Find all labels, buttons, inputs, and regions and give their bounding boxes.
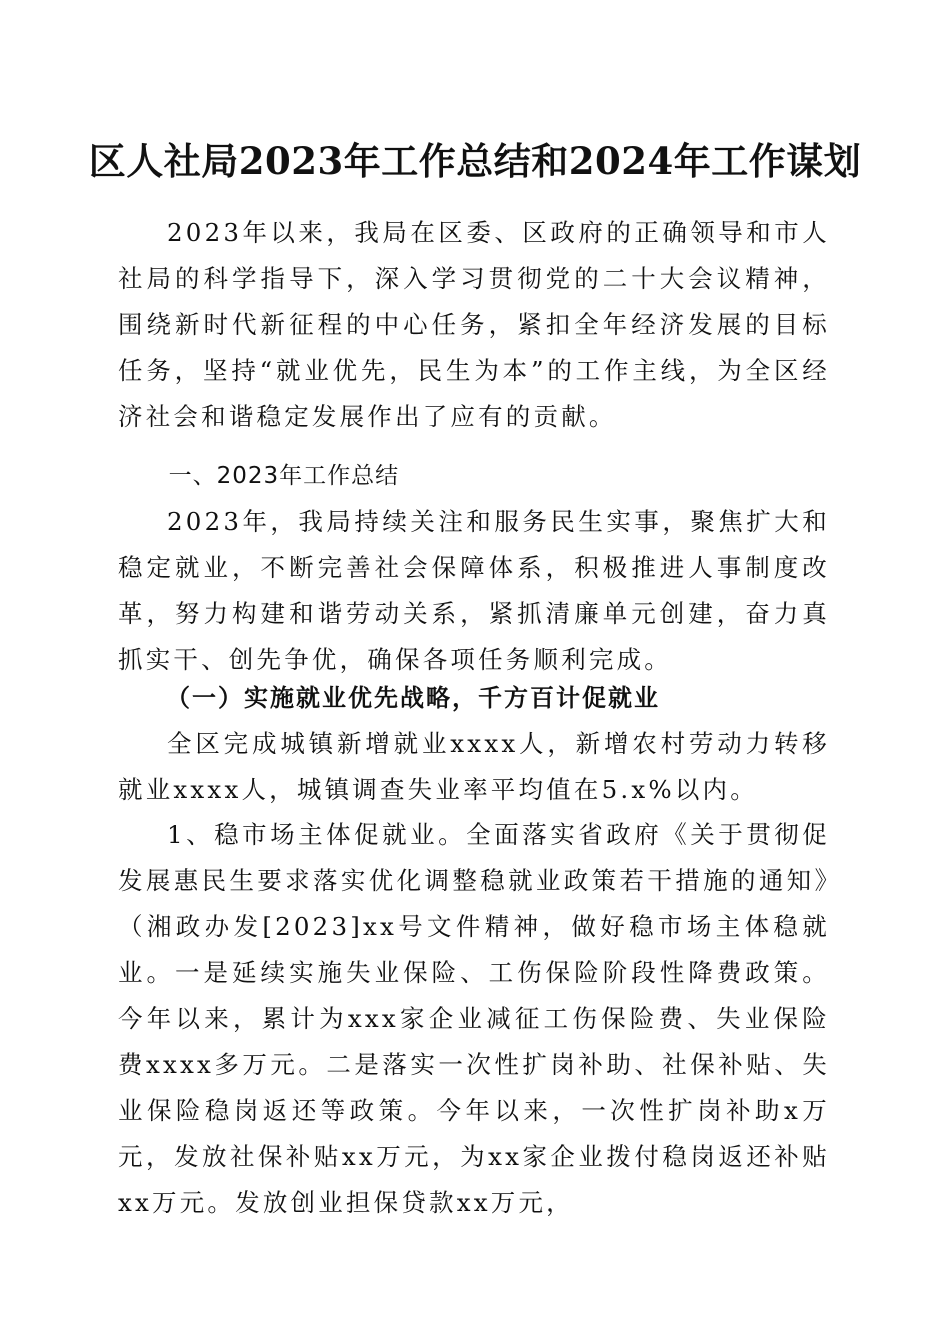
list-item-stabilize-market: 1、稳市场主体促就业。全面落实省政府《关于贯彻促发展惠民生要求落实优化调整稳就业政策若干措施的通知》（湘政办发[2023]xx号文件精神，做好稳市场主体稳就业。一是延续实施失业保险、工伤保险阶段性降费政策。今年以来，累计为xxx家企业减征工伤保险费、失业保险费xxxx多万元。二是落实一次性扩岗补助、社保补贴、失业保险稳岗返还等政策。今年以来，一次性扩岗补助x万元，发放社保补贴xx万元，为xx家企业拨付稳岗返还补贴xx万元。发放创业担保贷款xx万元， [118,820,830,1217]
section-summary-paragraph: 2023年，我局持续关注和服务民生实事，聚焦扩大和稳定就业，不断完善社会保障体系，积极推进人事制度改革，努力构建和谐劳动关系，紧抓清廉单元创建，奋力真抓实干、创先争优，确保各项任务顺利完成。 [118,507,830,674]
section-heading: 一、2023年工作总结 [168,463,400,489]
document-title: 区人社局2023年工作总结和2024年工作谋划 [88,139,862,183]
employment-results-paragraph: 全区完成城镇新增就业xxxx人，新增农村劳动力转移就业xxxx人，城镇调查失业率平均值在5.x%以内。 [118,729,830,804]
subsection-heading: （一）实施就业优先战略，千方百计促就业 [166,683,660,712]
intro-paragraph: 2023年以来，我局在区委、区政府的正确领导和市人社局的科学指导下，深入学习贯彻党的二十大会议精神，围绕新时代新征程的中心任务，紧扣全年经济发展的目标任务，坚持“就业优先，民生为本”的工作主线，为全区经济社会和谐稳定发展作出了应有的贡献。 [118,218,830,431]
